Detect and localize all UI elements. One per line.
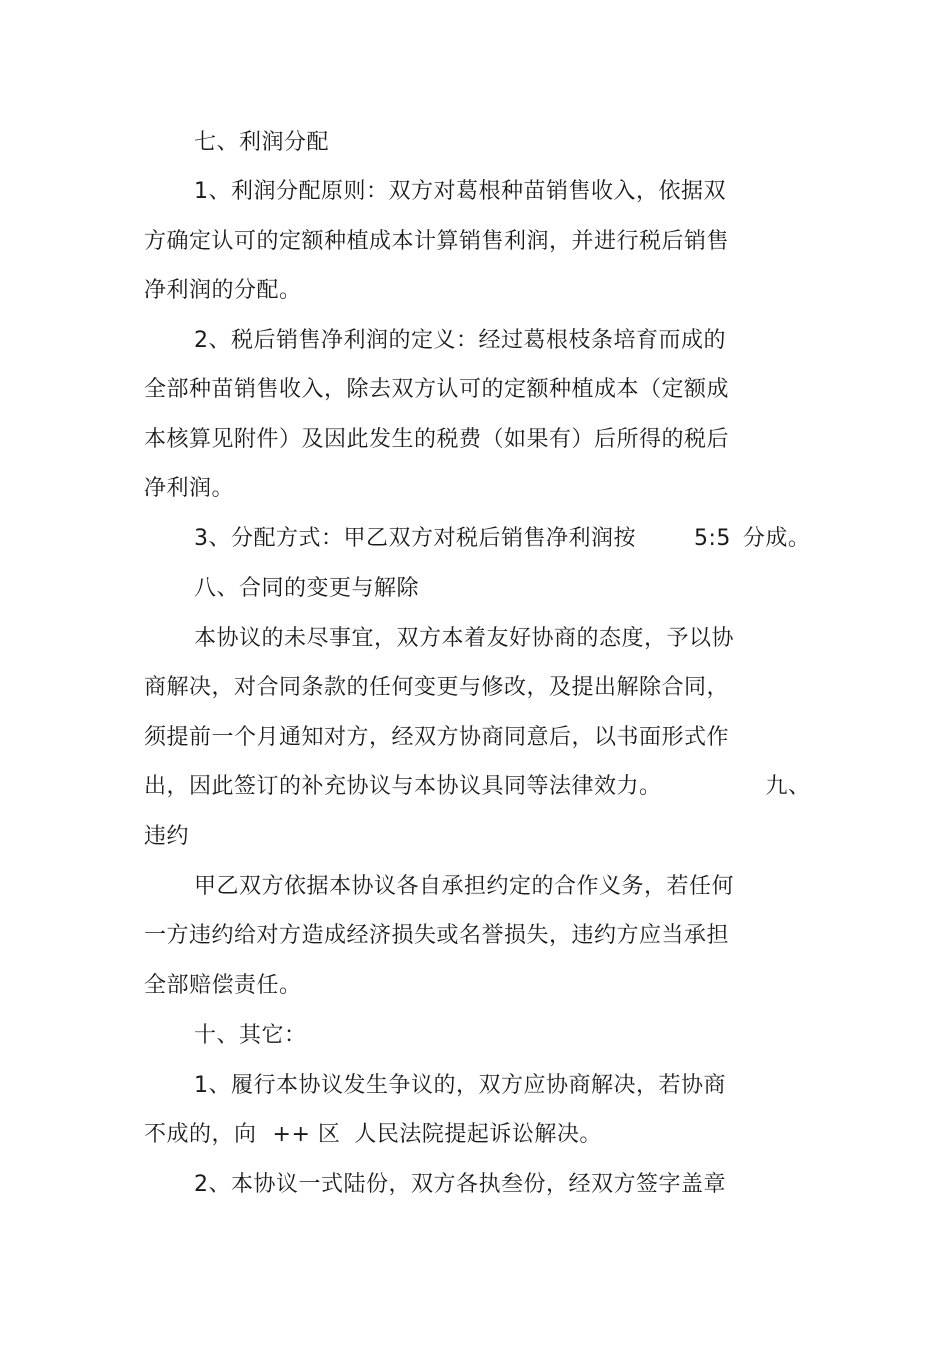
paragraph-line: 1、履行本协议发生争议的，双方应协商解决，若协商 (194, 1073, 726, 1098)
distribution-method-text: 3、分配方式：甲乙双方对税后销售净利润按 (194, 526, 636, 551)
paragraph-line: 净利润。 (144, 476, 235, 501)
paragraph-text: 出，因此签订的补充协议与本协议具同等法律效力。 (144, 774, 662, 799)
paragraph-line: 1、利润分配原则：双方对葛根种苗销售收入，依据双 (194, 179, 726, 204)
section-heading-other: 十、其它： (194, 1023, 307, 1048)
paragraph-line: 净利润的分配。 (144, 278, 302, 303)
section-heading-breach-number: 九、 (765, 774, 811, 799)
paragraph-line-court (144, 1120, 602, 1150)
paragraph-line: 2、本协议一式陆份，双方各执叁份，经双方签字盖章 (194, 1172, 726, 1197)
section-heading-contract-change: 八、合同的变更与解除 (194, 576, 420, 601)
section-heading-breach: 违约 (144, 824, 190, 849)
paragraph-line: 商解决，对合同条款的任何变更与修改，及提出解除合同， (144, 675, 730, 700)
paragraph-line: 2、税后销售净利润的定义：经过葛根枝条培育而成的 (194, 328, 726, 353)
paragraph-line: 全部赔偿责任。 (144, 973, 302, 998)
paragraph-line: 本核算见附件）及因此发生的税费（如果有）后所得的税后 (144, 427, 730, 452)
paragraph-line (144, 772, 811, 802)
paragraph-line: 须提前一个月通知对方，经双方协商同意后，以书面形式作 (144, 725, 730, 750)
section-heading-profit-distribution: 七、利润分配 (194, 130, 330, 155)
paragraph-line: 全部种苗销售收入，除去双方认可的定额种植成本（定额成 (144, 377, 730, 402)
court-district: ++ 区 (272, 1122, 341, 1147)
paragraph-line-distribution-method (194, 524, 810, 554)
paragraph-line: 本协议的未尽事宜，双方本着友好协商的态度，予以协 (194, 626, 735, 651)
paragraph-line: 一方违约给对方造成经济损失或名誉损失，违约方应当承担 (144, 923, 730, 948)
paragraph-line: 甲乙双方依据本协议各自承担约定的合作义务，若任何 (194, 874, 735, 899)
court-suffix: 人民法院提起诉讼解决。 (354, 1122, 602, 1147)
court-prefix: 不成的，向 (144, 1122, 257, 1147)
distribution-ratio: 5:5 (694, 526, 731, 551)
distribution-suffix: 分成。 (742, 526, 811, 551)
paragraph-line: 方确定认可的定额种植成本计算销售利润，并进行税后销售 (144, 229, 730, 254)
